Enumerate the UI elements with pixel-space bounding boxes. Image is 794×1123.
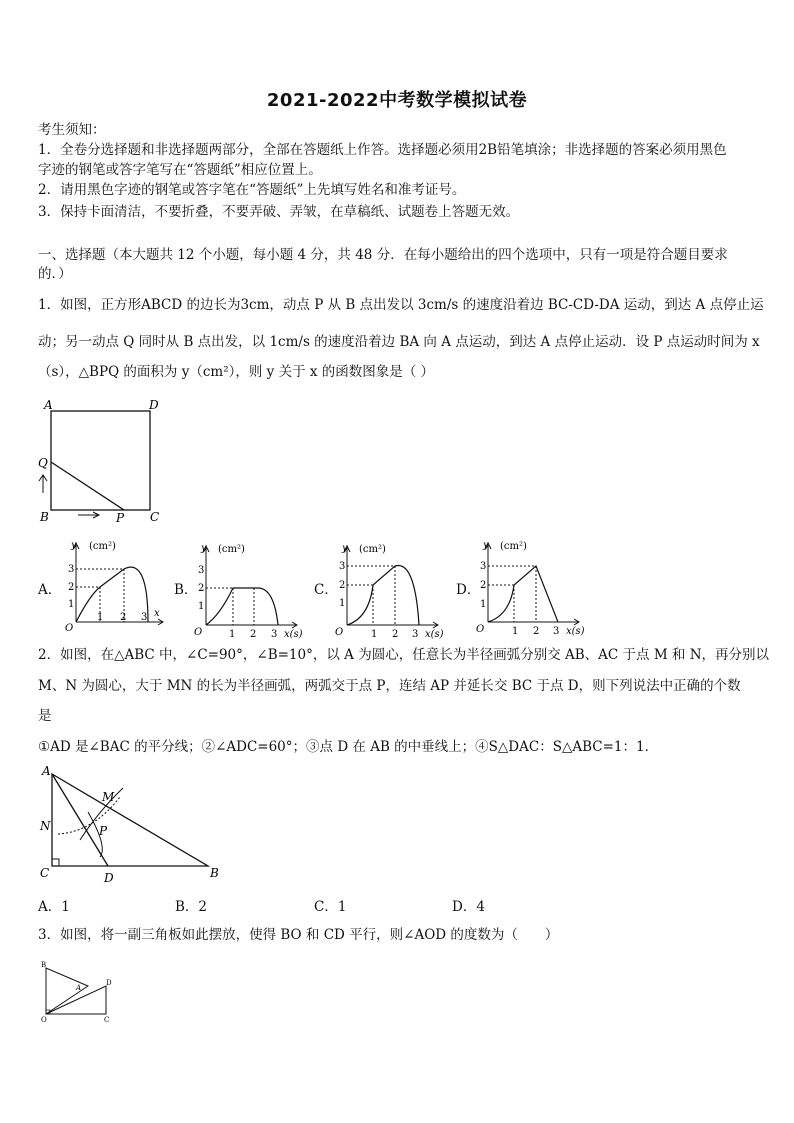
- q1-graph-c: [333, 540, 453, 640]
- curve-b: [206, 588, 278, 625]
- q1-option-d[interactable]: D．: [456, 582, 481, 598]
- page-title: 2021-2022中考数学模拟试卷: [266, 90, 528, 111]
- notice-item-3: 3．保持卡面清洁，不要折叠，不要弄破、弄皱，在草稿纸、试题卷上答题无效。: [38, 204, 520, 220]
- svg-text:1: 1: [480, 599, 487, 610]
- notice-heading: 考生须知：: [38, 122, 106, 138]
- svg-text:2: 2: [480, 580, 487, 591]
- label-d2: D: [104, 871, 114, 885]
- q2-triangle-figure: [38, 762, 228, 885]
- notice-item-2: 2．请用黑色字迹的钢笔或答字笔在“答题纸”上先填写姓名和准考证号。: [38, 182, 466, 198]
- label-c: C: [150, 510, 160, 524]
- svg-text:2: 2: [198, 583, 205, 594]
- q1-option-b[interactable]: B．: [174, 582, 198, 598]
- label-c2: C: [40, 866, 50, 880]
- svg-text:1: 1: [68, 599, 75, 610]
- label-b2: B: [210, 866, 219, 880]
- curve-d: [488, 566, 558, 622]
- svg-text:1: 1: [339, 598, 346, 609]
- svg-text:y: y: [71, 540, 77, 551]
- q1-text-line2: 动；另一动点 Q 同时从 B 点出发，以 1cm/s 的速度沿着边 BA 向 A 点运动，到达 A 点停止运动．设 P 点运动时间为 x: [38, 334, 760, 350]
- svg-text:y: y: [483, 540, 489, 551]
- q2-statements: ①AD 是∠BAC 的平分线；②∠ADC=60°；③点 D 在 AB 的中垂线上；④S△DAC：S△ABC=1：1．: [38, 739, 659, 755]
- svg-text:x(s): x(s): [425, 629, 444, 640]
- svg-text:(cm²): (cm²): [89, 541, 116, 552]
- q2-option-a[interactable]: A．1: [38, 899, 70, 915]
- q1-text-line3: （s），△BPQ 的面积为 y（cm²），则 y 关于 x 的函数图象是（ ）: [38, 364, 435, 380]
- svg-text:B: B: [41, 961, 47, 969]
- q1-option-a[interactable]: A．: [38, 582, 62, 598]
- triangle-abc: [52, 774, 208, 866]
- label-a2: A: [42, 764, 51, 778]
- svg-text:3: 3: [198, 565, 205, 576]
- q1-graph-d: [474, 537, 594, 637]
- svg-text:3: 3: [339, 561, 346, 572]
- svg-text:3: 3: [141, 612, 148, 623]
- svg-text:(cm²): (cm²): [218, 544, 245, 555]
- q1-graph-b: [192, 540, 312, 640]
- q1-graph-a: [62, 537, 182, 632]
- svg-text:O: O: [65, 623, 74, 634]
- label-m: M: [102, 790, 115, 804]
- svg-text:2: 2: [392, 629, 399, 640]
- svg-text:O: O: [194, 627, 203, 638]
- label-d: D: [149, 398, 159, 412]
- label-n: N: [40, 819, 51, 833]
- svg-text:2: 2: [533, 626, 540, 637]
- svg-text:D: D: [106, 979, 112, 987]
- q2-option-b[interactable]: B．2: [175, 899, 208, 915]
- curve-a: [76, 567, 148, 622]
- svg-text:x(s): x(s): [566, 626, 585, 637]
- q3-text-line1: 3．如图，将一副三角板如此摆放，使得 BO 和 CD 平行，则∠AOD 的度数为（ ）: [38, 927, 559, 943]
- svg-text:3: 3: [480, 561, 487, 572]
- label-b: B: [40, 510, 49, 524]
- q2-text-line1: 2．如图，在△ABC 中，∠C=90°，∠B=10°，以 A 为圆心，任意长为半径画弧分别交 AB、AC 于点 M 和 N，再分别以: [38, 647, 770, 663]
- segment-ad: [52, 774, 108, 866]
- label-a: A: [44, 398, 53, 412]
- svg-text:x(s): x(s): [284, 629, 303, 640]
- curve-c: [347, 565, 419, 625]
- svg-text:y: y: [342, 543, 348, 554]
- svg-text:x: x: [154, 608, 160, 619]
- notice-item-1: 1．全卷分选择题和非选择题两部分，全部在答题纸上作答。选择题必须用2B铅笔填涂；非选择题的答案必须用黑色: [38, 142, 727, 158]
- svg-text:1: 1: [97, 612, 104, 623]
- svg-text:1: 1: [198, 601, 205, 612]
- svg-text:O: O: [41, 1016, 47, 1024]
- svg-text:1: 1: [229, 629, 236, 640]
- svg-text:2: 2: [250, 629, 257, 640]
- svg-text:(cm²): (cm²): [359, 544, 386, 555]
- section-heading-cont: 的．）: [38, 266, 72, 282]
- svg-text:C: C: [104, 1016, 110, 1024]
- segment-qp: [51, 462, 124, 510]
- svg-text:2: 2: [68, 582, 75, 593]
- svg-text:1: 1: [512, 626, 519, 637]
- q1-option-c[interactable]: C．: [314, 582, 338, 598]
- q2-text-line3: 是: [38, 708, 52, 724]
- q3-set-squares-figure: [38, 958, 128, 1028]
- svg-text:3: 3: [271, 629, 278, 640]
- q1-text-line1: 1．如图，正方形ABCD 的边长为3cm，动点 P 从 B 点出发以 3cm/s 的速度沿着边 BC-CD-DA 运动，到达 A 点停止运: [38, 297, 764, 313]
- section-heading: 一、选择题（本大题共 12 个小题，每小题 4 分，共 48 分．在每小题给出的四个选项中，只有一项是符合题目要求: [38, 247, 728, 263]
- svg-text:2: 2: [120, 612, 127, 623]
- svg-text:A: A: [76, 984, 82, 992]
- label-q: Q: [38, 456, 48, 470]
- q2-option-d[interactable]: D．4: [452, 899, 485, 915]
- svg-text:3: 3: [68, 564, 75, 575]
- svg-text:(cm²): (cm²): [500, 541, 527, 552]
- q1-square-figure: [38, 398, 168, 528]
- set-square-1: [46, 968, 88, 1014]
- label-p: P: [116, 511, 125, 525]
- label-p2: P: [99, 824, 108, 838]
- svg-text:3: 3: [553, 626, 560, 637]
- svg-text:O: O: [476, 624, 485, 635]
- svg-text:1: 1: [371, 629, 378, 640]
- q2-text-line2: M、N 为圆心，大于 MN 的长为半径画弧，两弧交于点 P，连结 AP 并延长交 BC 于点 D，则下列说法中正确的个数: [38, 678, 741, 694]
- notice-item-1-cont: 字迹的钢笔或答字笔写在“答题纸”相应位置上。: [38, 162, 322, 178]
- q2-option-c[interactable]: C．1: [314, 899, 347, 915]
- svg-text:O: O: [335, 627, 344, 638]
- svg-text:3: 3: [412, 629, 419, 640]
- svg-text:y: y: [201, 543, 207, 554]
- svg-text:2: 2: [339, 580, 346, 591]
